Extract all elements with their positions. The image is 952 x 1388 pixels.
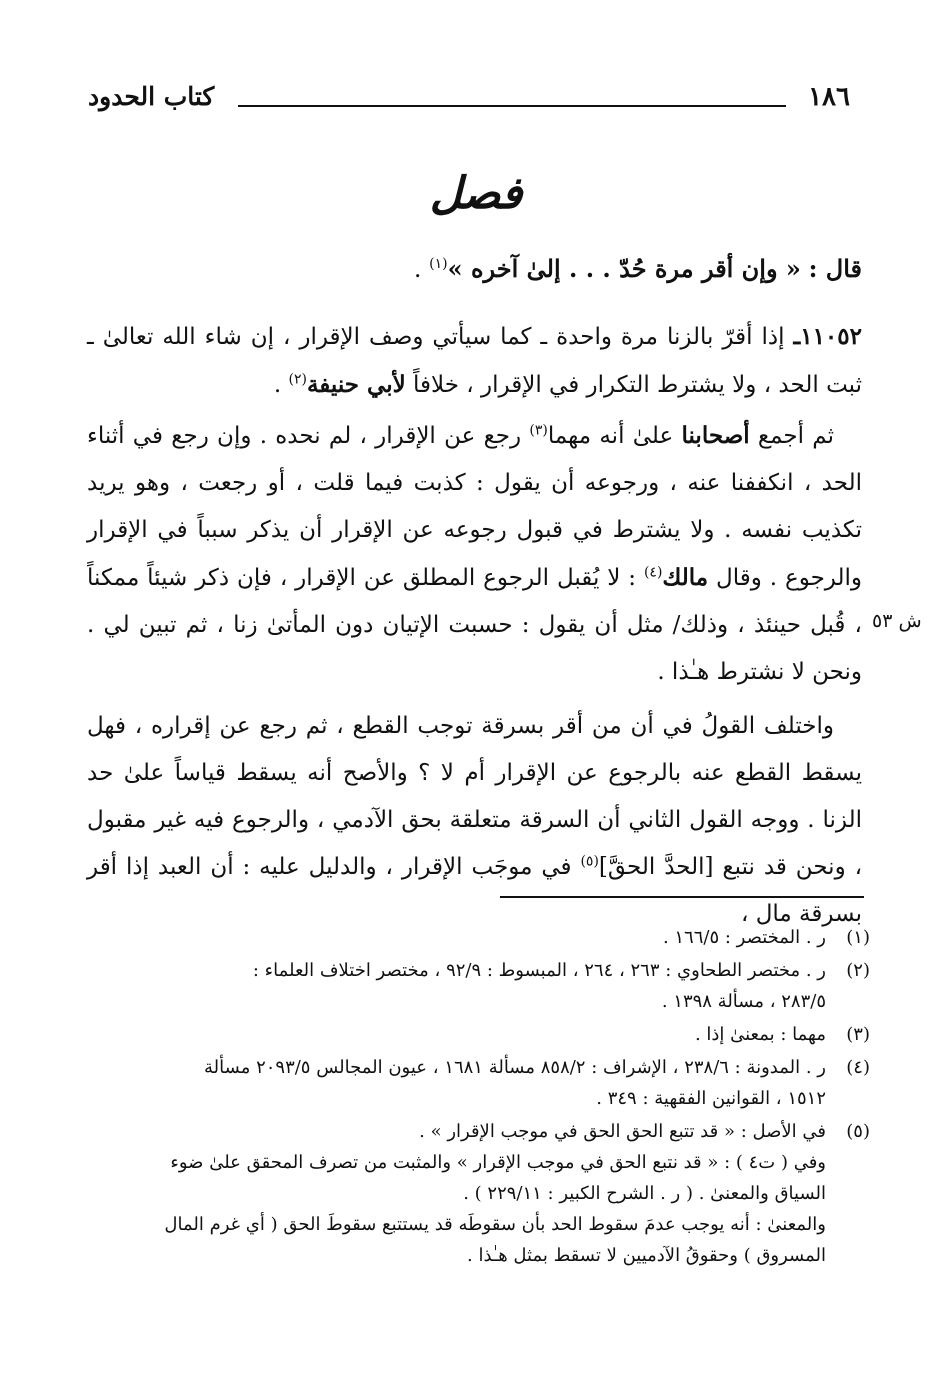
footnote-separator [500,896,864,898]
footnote-number: (٤) [846,1057,870,1078]
page-number: ١٨٦ [808,82,850,112]
text-run: . [273,372,289,398]
footnote-ref: (٣) [529,422,548,439]
header-rule [238,105,786,107]
footnote-number: (١) [846,927,870,948]
footnote-line: والمعنىٰ : أنه يوجب عدمَ سقوط الحد بأن سقوطَه قد يستتبع سقوطَ الحق ( أي غرم المال [164,1214,826,1235]
footnote [80,955,870,1017]
footnote-number: (٥) [846,1121,870,1142]
footnote-ref: (٤) [643,564,663,581]
footnote-line: ٢٨٣/٥ ، مسألة ١٣٩٨ . [661,991,826,1012]
term-ashabuna: أصحابنا [681,422,750,449]
chapter-heading: فصل [429,168,523,219]
text-run: علىٰ أنه مهما [547,423,682,449]
footnote-line: ١٥١٢ ، القوانين الفقهية : ٣٤٩ . [596,1088,826,1109]
footnote-line: ر . مختصر الطحاوي : ٢٦٣ ، ٢٦٤ ، المبسوط : ٩٢/٩ ، مختصر اختلاف العلماء : [252,960,826,981]
footnote-number: (٢) [846,960,870,981]
footnote [80,922,870,953]
text-run: ثم أجمع [749,423,834,449]
text-run: رجع عن الإقرار ، لم نحده . وإن رجع في أثناء الحد ، انكففنا عنه ، ورجوعه أن يقول : كذبت فيما قلت ، أو رجعت ، وهو يريد تكذيب نفسه . ولا يشترط في قبول رجوعه عن الإقرار أن يذكر سبباً في الإقرار والرجوع . وقال [87,423,863,591]
qala-line [87,245,862,293]
qala-prefix: قال : [808,254,862,283]
book-title: كتاب الحدود [88,82,215,111]
running-header [88,80,850,114]
paragraph-3 [87,703,862,938]
footnote-line: في الأصل : « قد تتبع الحق الحق في موجب الإقرار » . [419,1121,826,1142]
footnote-line: ر . المدونة : ٢٣٨/٦ ، الإشراف : ٨٥٨/٢ مسألة ١٦٨١ ، عيون المجالس ٢٠٩٣/٥ مسألة [204,1057,826,1078]
qala-quote: « وإن أقر مرة حُدّ . . . إلىٰ آخره » [447,254,801,283]
manuscript-folio-note: ش ٥٣ [872,610,922,632]
footnote-line: وفي ( ت٤ ) : « قد نتبع الحق في موجب الإقرار » والمثبت من تصرف المحقق علىٰ ضوء [170,1152,826,1173]
issue-number: ١١٠٥٢ـ [793,323,862,350]
paragraph-1 [87,313,862,409]
footnote [80,1116,870,1271]
footnote-line: المسروق ) وحقوقُ الآدميين لا تسقط بمثل هـٰذا . [467,1245,826,1266]
footnote-line: ر . المختصر : ١٦٦/٥ . [662,927,826,948]
footnotes [80,922,870,1273]
name-abu-hanifa: لأبي حنيفة [306,371,406,398]
qala-suffix: . [413,255,430,283]
footnote-ref: (٢) [288,371,307,388]
text-run: إذا أقرّ بالزنا مرة واحدة ـ كما سيأتي وصف الإقرار ، إن شاء الله تعالىٰ ـ ثبت الحد ، ولا يشترط التكرار في الإقرار ، خلافاً [87,324,862,398]
footnote-line: السياق والمعنىٰ . ( ر . الشرح الكبير : ٢٢٩/١١ ) . [463,1183,826,1204]
paragraph-2 [87,412,862,696]
footnote [80,1052,870,1114]
footnote [80,1019,870,1050]
text-run: : لا يُقبل الرجوع المطلق عن الإقرار ، فإن ذكر شيئاً ممكناً ، قُبل حينئذ ، وذلك/ مثل أن يقول : حسبت الإتيان دون المأتىٰ زنا ، ثم تبين لي . ونحن لا نشترط هـٰذا . [87,565,862,685]
footnote-ref: (٥) [580,853,599,870]
footnote-line: مهما : بمعنىٰ إذا . [694,1024,826,1045]
name-malik: مالك [662,564,709,591]
text-run: واختلف القولُ في أن من أقر بسرقة توجب القطع ، ثم رجع عن إقراره ، فهل يسقط القطع عنه بالرجوع عن الإقرار أم لا ؟ والأصح أنه يسقط قياساً علىٰ حد الزنا . ووجه القول الثاني أن السرقة متعلقة بحق الآدمي ، والرجوع فيه غير مقبول ، ونحن قد نتبع [الحدَّ الحقَّ] [87,713,862,880]
footnote-ref: (١) [429,256,448,272]
footnote-number: (٣) [846,1024,870,1045]
text-run: في موجَب الإقرار ، والدليل عليه : أن العبد إذا أقر بسرقة مال ، [87,854,862,927]
